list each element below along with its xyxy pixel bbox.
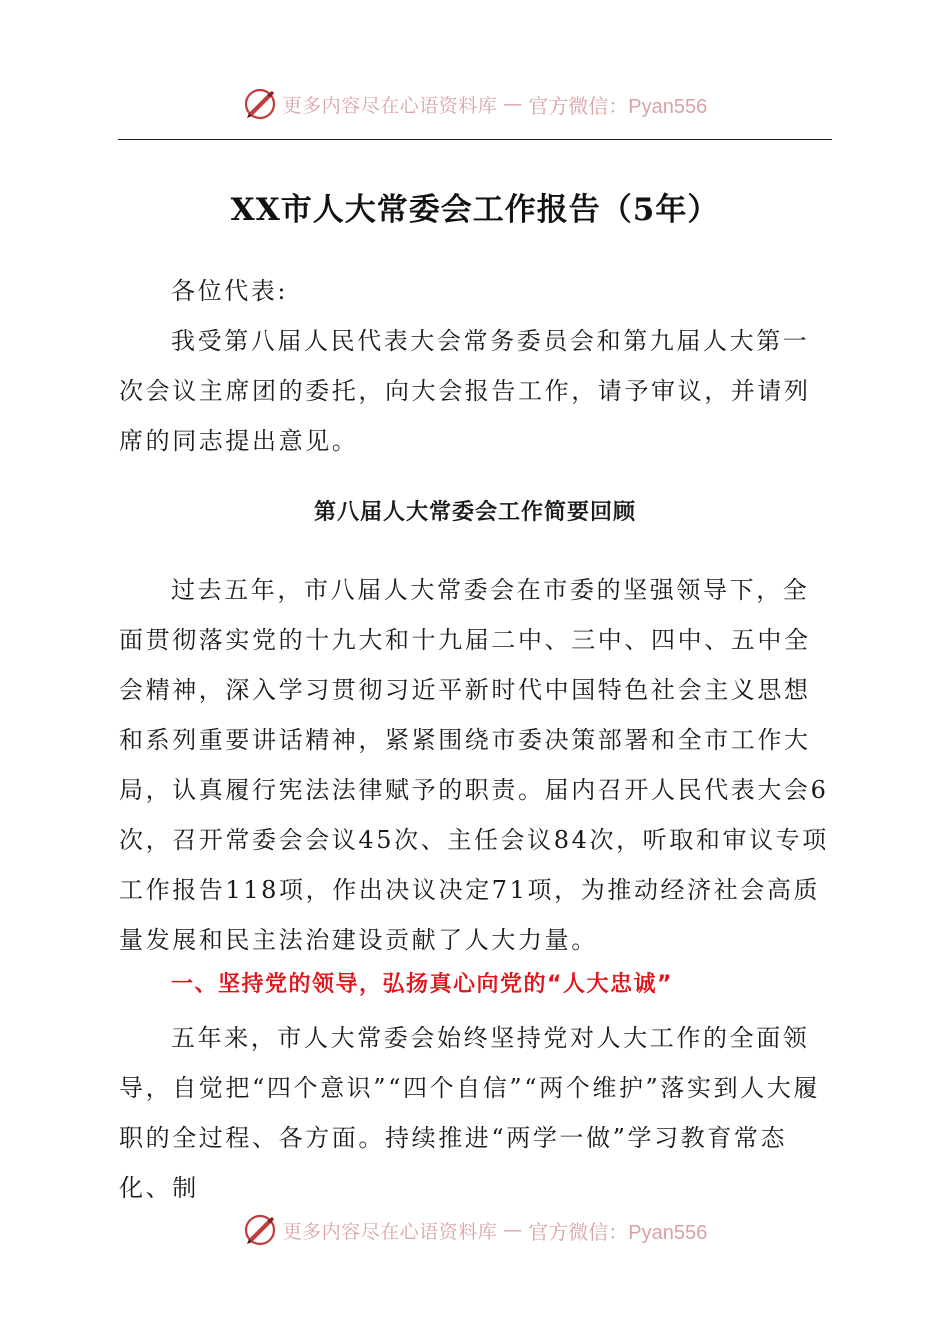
intro-paragraph: 我受第八届人民代表大会常务委员会和第九届人大第一次会议主席团的委托，向大会报告工作，请予审议，并请列席的同志提出意见。 (119, 327, 811, 455)
watermark-separator: — (503, 1219, 523, 1241)
salutation (119, 266, 833, 316)
document-title: XX市人大常委会工作报告（5年） (230, 192, 720, 228)
watermark-text: 更多内容尽在心语资料库 (282, 94, 498, 117)
footer-watermark (0, 1210, 950, 1250)
watermark-separator: — (503, 93, 523, 115)
header-watermark (0, 84, 950, 124)
header-rule (118, 139, 832, 140)
watermark-text: 更多内容尽在心语资料库 (282, 1220, 498, 1243)
salutation-text: 各位代表: (171, 277, 289, 305)
pen-logo-icon (243, 1213, 277, 1247)
watermark-wechat: 官方微信：Pyan556 (528, 1221, 708, 1244)
review-paragraph: 过去五年，市八届人大常委会在市委的坚强领导下，全面贯彻落实党的十九大和十九届二中、三中、四中、五中全会精神，深入学习贯彻习近平新时代中国特色社会主义思想和系列重要讲话精神，紧紧围绕市委决策部署和全市工作大局，认真履行宪法法律赋予的职责。届内召开人民代表大会6次，召开常委会会议45次、主任会议84次，听取和审议专项工作报告118项，作出决议决定71项，为推动经济社会高质量发展和民主法治建设贡献了人大力量。 (119, 576, 829, 954)
pen-logo-icon (243, 87, 277, 121)
watermark-wechat: 官方微信：Pyan556 (528, 95, 708, 118)
section-title: 第八届人大常委会工作简要回顾 (313, 500, 636, 525)
section-1-paragraph: 五年来，市人大常委会始终坚持党对人大工作的全面领导，自觉把“四个意识”“四个自信”“两个维护”落实到人大履职的全过程、各方面。持续推进“两学一做”学习教育常态化、制 (119, 1024, 821, 1202)
section-heading-1: 一、坚持党的领导，弘扬真心向党的“人大忠诚” (171, 972, 673, 997)
